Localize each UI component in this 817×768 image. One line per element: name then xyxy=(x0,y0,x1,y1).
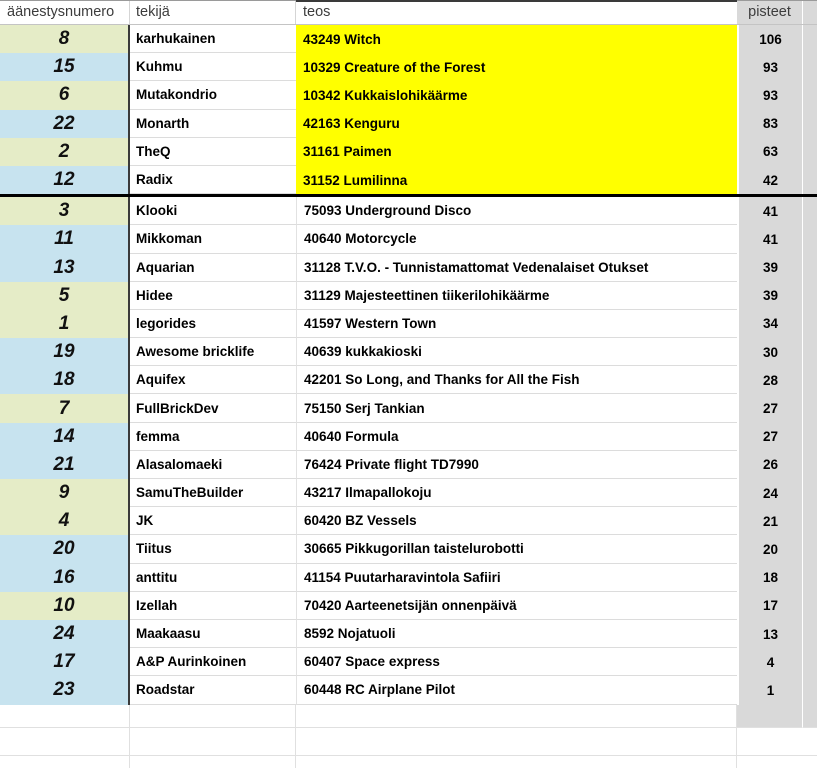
vote-number-cell[interactable]: 23 xyxy=(0,676,130,704)
table-row xyxy=(0,620,817,648)
author-cell[interactable]: femma xyxy=(130,423,296,451)
header-margin-cell xyxy=(802,0,817,24)
entry-cell[interactable]: 75150 Serj Tankian xyxy=(296,394,737,422)
points-cell[interactable]: 39 xyxy=(737,254,802,282)
entry-cell[interactable]: 41154 Puutarharavintola Safiiri xyxy=(296,564,737,592)
entry-cell[interactable]: 70420 Aarteenetsijän onnenpäivä xyxy=(296,592,737,620)
entry-cell[interactable]: 42163 Kenguru xyxy=(296,110,737,138)
points-cell[interactable]: 106 xyxy=(737,25,802,53)
table-row xyxy=(0,676,817,704)
vote-number-cell[interactable]: 8 xyxy=(0,25,130,53)
table-row xyxy=(0,138,817,166)
vote-number-cell[interactable]: 3 xyxy=(0,197,130,225)
table-row xyxy=(0,564,817,592)
row-margin-cell xyxy=(802,166,817,194)
row-margin-cell xyxy=(802,479,817,507)
table-row xyxy=(0,53,817,81)
vote-number-cell[interactable]: 5 xyxy=(0,282,130,310)
row-margin-cell xyxy=(802,451,817,479)
author-cell[interactable]: Hidee xyxy=(130,282,296,310)
vote-number-cell[interactable]: 16 xyxy=(0,564,130,592)
empty-cell[interactable] xyxy=(737,756,802,768)
entry-cell[interactable]: 31152 Lumilinna xyxy=(296,166,737,194)
author-cell[interactable]: SamuTheBuilder xyxy=(130,479,296,507)
points-cell[interactable]: 27 xyxy=(737,423,802,451)
table-row xyxy=(0,225,817,253)
row-margin-cell xyxy=(802,423,817,451)
vote-number-cell[interactable]: 12 xyxy=(0,166,130,194)
points-cell[interactable]: 4 xyxy=(737,648,802,676)
table-row xyxy=(0,197,817,225)
points-cell[interactable]: 30 xyxy=(737,338,802,366)
empty-cell[interactable] xyxy=(0,705,130,728)
author-cell[interactable]: Kuhmu xyxy=(130,53,296,81)
points-cell[interactable]: 28 xyxy=(737,366,802,394)
row-margin-cell xyxy=(802,254,817,282)
entry-cell[interactable]: 40640 Motorcycle xyxy=(296,225,737,253)
row-margin-cell xyxy=(802,25,817,53)
row-margin-cell xyxy=(802,110,817,138)
row-margin-cell xyxy=(802,197,817,225)
header-row xyxy=(0,0,817,25)
author-cell[interactable]: anttitu xyxy=(130,564,296,592)
entry-cell[interactable]: 60420 BZ Vessels xyxy=(296,507,737,535)
author-cell[interactable]: Aquifex xyxy=(130,366,296,394)
vote-number-cell[interactable]: 15 xyxy=(0,53,130,81)
header-cell-author[interactable]: tekijä xyxy=(130,0,296,24)
author-cell[interactable]: Izellah xyxy=(130,592,296,620)
vote-number-cell[interactable]: 1 xyxy=(0,310,130,338)
empty-row xyxy=(0,728,817,756)
points-cell[interactable]: 42 xyxy=(737,166,802,194)
empty-margin-cell xyxy=(802,728,817,756)
entry-cell[interactable]: 75093 Underground Disco xyxy=(296,197,737,225)
header-cell-vote-number[interactable]: äänestysnumero xyxy=(0,0,130,24)
entry-cell[interactable]: 10329 Creature of the Forest xyxy=(296,53,737,81)
table-row xyxy=(0,25,817,53)
author-cell[interactable]: Aquarian xyxy=(130,254,296,282)
table-row xyxy=(0,338,817,366)
author-cell[interactable]: TheQ xyxy=(130,138,296,166)
author-cell[interactable]: Roadstar xyxy=(130,676,296,704)
vote-number-cell[interactable]: 17 xyxy=(0,648,130,676)
empty-margin-cell xyxy=(802,705,817,728)
points-cell[interactable]: 18 xyxy=(737,564,802,592)
entry-cell[interactable]: 40639 kukkakioski xyxy=(296,338,737,366)
empty-cell[interactable] xyxy=(296,705,737,728)
entry-cell[interactable]: 31129 Majesteettinen tiikerilohikäärme xyxy=(296,282,737,310)
points-cell[interactable]: 93 xyxy=(737,53,802,81)
points-cell[interactable]: 34 xyxy=(737,310,802,338)
vote-number-cell[interactable]: 20 xyxy=(0,535,130,563)
row-margin-cell xyxy=(802,564,817,592)
author-cell[interactable]: A&P Aurinkoinen xyxy=(130,648,296,676)
vote-number-cell[interactable]: 7 xyxy=(0,394,130,422)
author-cell[interactable]: Awesome bricklife xyxy=(130,338,296,366)
empty-cell[interactable] xyxy=(296,728,737,756)
entry-cell[interactable]: 43217 Ilmapallokoju xyxy=(296,479,737,507)
row-margin-cell xyxy=(802,648,817,676)
entry-cell[interactable]: 8592 Nojatuoli xyxy=(296,620,737,648)
entry-cell[interactable]: 60407 Space express xyxy=(296,648,737,676)
vote-number-cell[interactable]: 19 xyxy=(0,338,130,366)
author-cell[interactable]: Maakaasu xyxy=(130,620,296,648)
header-cell-points[interactable]: pisteet xyxy=(737,0,802,24)
entry-cell[interactable]: 41597 Western Town xyxy=(296,310,737,338)
empty-margin-cell xyxy=(802,756,817,768)
points-cell[interactable]: 26 xyxy=(737,451,802,479)
points-cell[interactable]: 41 xyxy=(737,225,802,253)
table-body xyxy=(0,25,817,705)
row-margin-cell xyxy=(802,225,817,253)
entry-cell[interactable]: 31128 T.V.O. - Tunnistamattomat Vedenalaiset Otukset xyxy=(296,254,737,282)
vote-number-cell[interactable]: 24 xyxy=(0,620,130,648)
table-row xyxy=(0,310,817,338)
points-cell[interactable]: 1 xyxy=(737,676,802,704)
author-cell[interactable]: Alasalomaeki xyxy=(130,451,296,479)
entry-cell[interactable]: 60448 RC Airplane Pilot xyxy=(296,676,737,704)
table-row xyxy=(0,451,817,479)
points-cell[interactable]: 41 xyxy=(737,197,802,225)
points-cell[interactable]: 20 xyxy=(737,535,802,563)
row-margin-cell xyxy=(802,620,817,648)
table-row xyxy=(0,423,817,451)
row-margin-cell xyxy=(802,282,817,310)
empty-cell[interactable] xyxy=(130,705,296,728)
row-margin-cell xyxy=(802,81,817,109)
points-cell[interactable]: 17 xyxy=(737,592,802,620)
points-cell[interactable]: 13 xyxy=(737,620,802,648)
vote-number-cell[interactable]: 10 xyxy=(0,592,130,620)
vote-number-cell[interactable]: 6 xyxy=(0,81,130,109)
vote-number-cell[interactable]: 9 xyxy=(0,479,130,507)
author-cell[interactable]: JK xyxy=(130,507,296,535)
table-row xyxy=(0,507,817,535)
row-margin-cell xyxy=(802,138,817,166)
table-row xyxy=(0,479,817,507)
empty-cell[interactable] xyxy=(0,756,130,768)
entry-cell[interactable]: 30665 Pikkugorillan taistelurobotti xyxy=(296,535,737,563)
author-cell[interactable]: Monarth xyxy=(130,110,296,138)
row-margin-cell xyxy=(802,338,817,366)
author-cell[interactable]: Klooki xyxy=(130,197,296,225)
vote-number-cell[interactable]: 2 xyxy=(0,138,130,166)
entry-column-top-border xyxy=(296,0,737,2)
table-row xyxy=(0,254,817,282)
author-cell[interactable]: Radix xyxy=(130,166,296,194)
empty-cell[interactable] xyxy=(737,728,802,756)
entry-cell[interactable]: 76424 Private flight TD7990 xyxy=(296,451,737,479)
table-row xyxy=(0,81,817,109)
author-cell[interactable]: Mikkoman xyxy=(130,225,296,253)
empty-cell[interactable] xyxy=(0,728,130,756)
vote-number-cell[interactable]: 11 xyxy=(0,225,130,253)
author-cell[interactable]: Tiitus xyxy=(130,535,296,563)
vote-number-cell[interactable]: 13 xyxy=(0,254,130,282)
author-cell[interactable]: Mutakondrio xyxy=(130,81,296,109)
points-cell[interactable]: 93 xyxy=(737,81,802,109)
table-row xyxy=(0,592,817,620)
table-row xyxy=(0,394,817,422)
table-row xyxy=(0,166,817,194)
vote-number-cell[interactable]: 22 xyxy=(0,110,130,138)
author-cell[interactable]: karhukainen xyxy=(130,25,296,53)
entry-cell[interactable]: 43249 Witch xyxy=(296,25,737,53)
table-row xyxy=(0,535,817,563)
points-cell[interactable]: 83 xyxy=(737,110,802,138)
points-cell[interactable]: 21 xyxy=(737,507,802,535)
empty-cell[interactable] xyxy=(130,728,296,756)
vote-number-cell[interactable]: 14 xyxy=(0,423,130,451)
row-margin-cell xyxy=(802,592,817,620)
vote-number-cell[interactable]: 4 xyxy=(0,507,130,535)
row-margin-cell xyxy=(802,676,817,704)
table-row xyxy=(0,282,817,310)
points-cell[interactable]: 24 xyxy=(737,479,802,507)
table-row xyxy=(0,110,817,138)
row-margin-cell xyxy=(802,394,817,422)
row-margin-cell xyxy=(802,310,817,338)
empty-row xyxy=(0,705,817,728)
empty-points-cell[interactable] xyxy=(737,705,802,728)
author-cell[interactable]: FullBrickDev xyxy=(130,394,296,422)
table-row xyxy=(0,366,817,394)
row-margin-cell xyxy=(802,507,817,535)
vote-number-cell[interactable]: 21 xyxy=(0,451,130,479)
row-margin-cell xyxy=(802,53,817,81)
header-cell-entry[interactable]: teos xyxy=(296,0,737,24)
points-cell[interactable]: 39 xyxy=(737,282,802,310)
row-margin-cell xyxy=(802,535,817,563)
vote-number-cell[interactable]: 18 xyxy=(0,366,130,394)
author-cell[interactable]: legorides xyxy=(130,310,296,338)
empty-row xyxy=(0,756,817,768)
row-margin-cell xyxy=(802,366,817,394)
table-row xyxy=(0,648,817,676)
entry-cell[interactable]: 42201 So Long, and Thanks for All the Fish xyxy=(296,366,737,394)
entry-cell[interactable]: 31161 Paimen xyxy=(296,138,737,166)
entry-cell[interactable]: 40640 Formula xyxy=(296,423,737,451)
points-cell[interactable]: 63 xyxy=(737,138,802,166)
empty-cell[interactable] xyxy=(296,756,737,768)
points-cell[interactable]: 27 xyxy=(737,394,802,422)
entry-cell[interactable]: 10342 Kukkaislohikäärme xyxy=(296,81,737,109)
empty-cell[interactable] xyxy=(130,756,296,768)
